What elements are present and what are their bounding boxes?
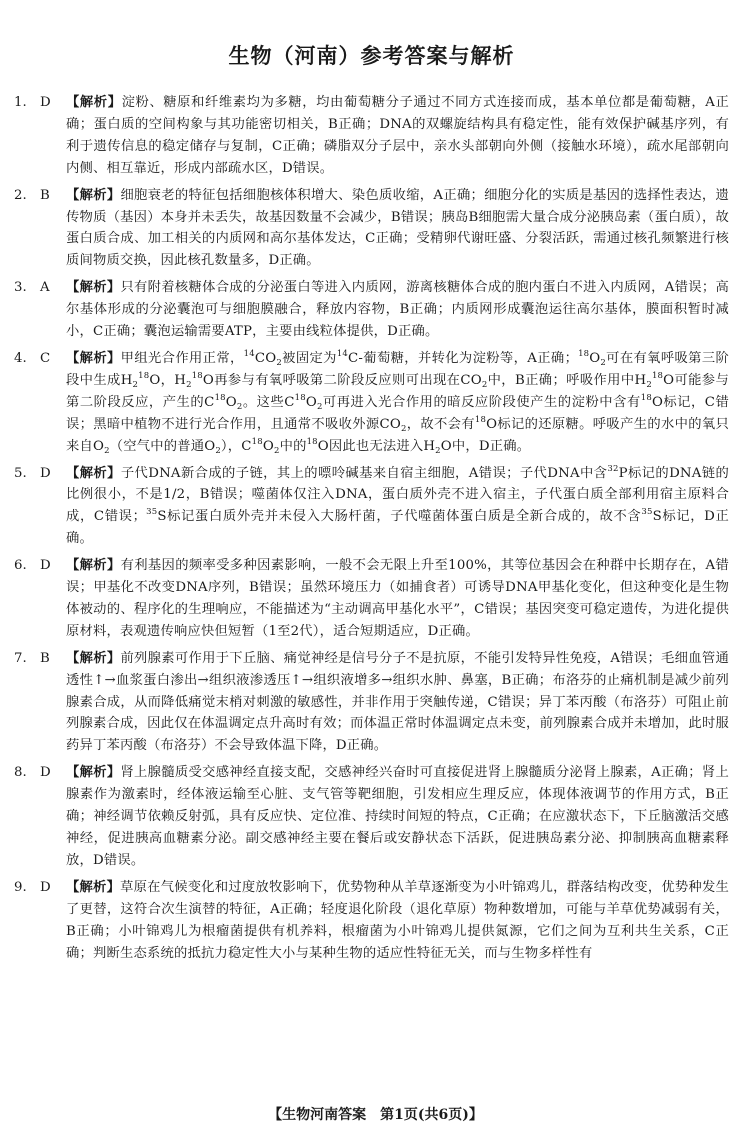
explanation-content: 只有附着核糖体合成的分泌蛋白等进入内质网，游离核糖体合成的胞内蛋白不进入内质网，A错误；高尔基体形成的分泌囊泡可与细胞膜融合，释放内容物，B正确；内质网形成囊泡运往高尔基体，膜面积暂时减小，C正确；囊泡运输需要ATP，主要由线粒体提供，D正确。 bbox=[66, 280, 729, 340]
question-number: 5. bbox=[14, 465, 27, 481]
explanation-content: 有利基因的频率受多种因素影响，一般不会无限上升至100%，其等位基因会在种群中长期存在，A错误；甲基化不改变DNA序列，B错误；虽然环境压力（如捕食者）可诱导DNA甲基化变化，但这种变化是生物体被动的、程序化的生理响应，不能描述为“主动调高甲基化水平”，C错误；基因突变可稳定遗传，为进化提供原材料，表观遗传响应快但短暂（1至2代），适合短期适应，D正确。 bbox=[66, 558, 729, 639]
question-number: 8. bbox=[14, 765, 27, 781]
answer-list bbox=[14, 92, 729, 964]
explanation-content: 草原在气候变化和过度放牧影响下，优势物种从羊草逐渐变为小叶锦鸡儿，群落结构改变，优势种发生了更替，这符合次生演替的特征，A正确；轻度退化阶段（退化草原）物种数增加，可能与羊草优势减弱有关，B正确；小叶锦鸡儿为根瘤菌提供有机养料，根瘤菌为小叶锦鸡儿提供氮源，它们之间为互利共生关系，C正确；判断生态系统的抵抗力稳定性大小与某种生物的适应性特征无关，而与生物多样性有 bbox=[66, 879, 729, 961]
question-number: 2. bbox=[14, 187, 27, 203]
explanation-content: 前列腺素可作用于下丘脑、痛觉神经是信号分子不是抗原，不能引发特异性免疫，A错误；毛细血管通透性↑→血浆蛋白渗出→组织液渗透压↑→组织液增多→组织水肿、鼻塞，B正确；布洛芬的止痛机制是减少前列腺素合成，从而降低痛觉末梢对刺激的敏感性，并非作用于突触传递，C错误；异丁苯丙酸（布洛芬）可阻止前列腺素合成，因此仅在体温调定点升高时有效；而体温正常时体温调定点未变，前列腺素合成并未增加，此时服药异丁苯丙酸（布洛芬）不会导致体温下降，D正确。 bbox=[66, 650, 729, 754]
answer-item bbox=[14, 877, 729, 965]
analysis-tag: 【解析】 bbox=[66, 350, 121, 366]
analysis-tag: 【解析】 bbox=[66, 765, 121, 781]
analysis-tag: 【解析】 bbox=[66, 650, 121, 666]
answer-letter: A bbox=[40, 280, 50, 296]
question-number: 3. bbox=[14, 280, 27, 296]
explanation-text bbox=[66, 277, 729, 343]
question-number: 1. bbox=[14, 95, 27, 110]
answer-letter: B bbox=[40, 187, 50, 203]
analysis-tag: 【解析】 bbox=[66, 280, 121, 296]
analysis-tag: 【解析】 bbox=[66, 558, 121, 574]
answer-letter: D bbox=[40, 765, 51, 781]
answer-item bbox=[14, 348, 729, 458]
answer-letter: D bbox=[40, 879, 51, 895]
question-number: 4. bbox=[14, 350, 27, 366]
answer-item bbox=[14, 277, 729, 343]
explanation-text bbox=[66, 185, 729, 273]
explanation-content: 淀粉、糖原和纤维素均为多糖，均由葡萄糖分子通过不同方式连接而成，基本单位都是葡萄糖，A正确；蛋白质的空间构象与其功能密切相关，B正确；DNA的双螺旋结构具有稳定性，能有效保护碱基序列，有利于遗传信息的稳定储存与复制，C正确；磷脂双分子层中，亲水头部朝向外侧（接触水环境），疏水尾部朝向内侧、相互靠近，形成内部疏水区，D错误。 bbox=[66, 95, 729, 176]
explanation-content: 甲组光合作用正常，$^{14}CO_2$被固定为$^{14}$C-葡萄糖，并转化为淀粉等，A正确；$^{18}O_2$可在有氧呼吸第三阶段中生成$H_2^{18}O$，$H_2^{18}O$再参与有氧呼吸第二阶段反应则可出现在$CO_2$中，B正确；呼吸作用中$H_2^{18}O$可能参与第二阶段反应，产生的$C^{18}O_2$。这些$C^{18}O_2$可再进入光合作用的暗反应阶段使产生的淀粉中含有$^{18}$O标记，C错误；黑暗中植物不进行光合作用，且通常不吸收外源$CO_2$，故不会有$^{18}$O标记的还原糖。呼吸产生的水中的氧只来自$O_2$（空气中的普通$O_2$），$C^{18}O_2$中的$^{18}$O因此也无法进入$H_2O$中，D正确。 bbox=[66, 348, 730, 456]
answer-letter: D bbox=[40, 465, 51, 481]
answer-item bbox=[14, 185, 729, 273]
question-number: 7. bbox=[14, 650, 27, 666]
explanation-content: 肾上腺髓质受交感神经直接支配，交感神经兴奋时可直接促进肾上腺髓质分泌肾上腺素，A正确；肾上腺素作为激素时，经体液运输至心脏、支气管等靶细胞，引发相应生理反应，体现体液调节的作用方式，B正确；神经调节依赖反射弧，具有反应快、定位准、持续时间短的特点，C正确；在应激状态下，下丘脑激活交感神经，促进胰高血糖素分泌。副交感神经主要在餐后或安静状态下活跃，促进胰岛素分泌、抑制胰高血糖素释放，D错误。 bbox=[66, 765, 729, 868]
question-number: 9. bbox=[14, 879, 27, 895]
page-title: 生物（河南）参考答案与解析 bbox=[228, 43, 515, 68]
page-footer: 【生物河南答案 第1页(共6页)】 bbox=[268, 1107, 483, 1123]
question-number: 6. bbox=[14, 558, 27, 574]
explanation-content: 子代DNA新合成的子链，其上的嘌呤碱基来自宿主细胞，A错误；子代DNA中含$^{32}$P标记的DNA链的比例很小，不是1/2，B错误；噬菌体仅注入DNA，蛋白质外壳不进入宿主，子代蛋白质全部利用宿主原料合成，C错误；$^{35}$S标记蛋白质外壳并未侵入大肠杆菌，子代噬菌体蛋白质是全新合成的，故不含$^{35}$S标记，D正确。 bbox=[66, 463, 729, 547]
explanation-text bbox=[66, 648, 729, 758]
answer-letter: B bbox=[40, 650, 50, 666]
answer-item bbox=[14, 648, 729, 758]
explanation-text bbox=[66, 877, 729, 965]
explanation-text bbox=[66, 348, 729, 458]
analysis-tag: 【解析】 bbox=[66, 879, 121, 895]
explanation-content: 细胞衰老的特征包括细胞核体积增大、染色质收缩，A正确；细胞分化的实质是基因的选择性表达，遗传物质（基因）本身并未丢失，故基因数量不会减少，B错误；胰岛B细胞需大量合成分泌胰岛素（蛋白质），故蛋白质合成、加工相关的内质网和高尔基体发达，C正确；受精卵代谢旺盛、分裂活跃，需通过核孔频繁进行核质间物质交换，因此核孔数量多，D正确。 bbox=[66, 187, 729, 269]
analysis-tag: 【解析】 bbox=[66, 187, 121, 203]
answer-letter: D bbox=[40, 558, 51, 574]
explanation-text bbox=[66, 762, 729, 872]
answer-item bbox=[14, 762, 729, 872]
explanation-text bbox=[66, 463, 729, 551]
analysis-tag: 【解析】 bbox=[66, 95, 122, 110]
answer-letter: D bbox=[40, 95, 51, 110]
answer-item bbox=[14, 92, 729, 180]
explanation-text bbox=[66, 555, 729, 643]
answer-item bbox=[14, 555, 729, 643]
explanation-text bbox=[66, 92, 729, 180]
answer-item bbox=[14, 463, 729, 551]
answer-letter: C bbox=[40, 350, 51, 366]
analysis-tag: 【解析】 bbox=[66, 465, 121, 481]
